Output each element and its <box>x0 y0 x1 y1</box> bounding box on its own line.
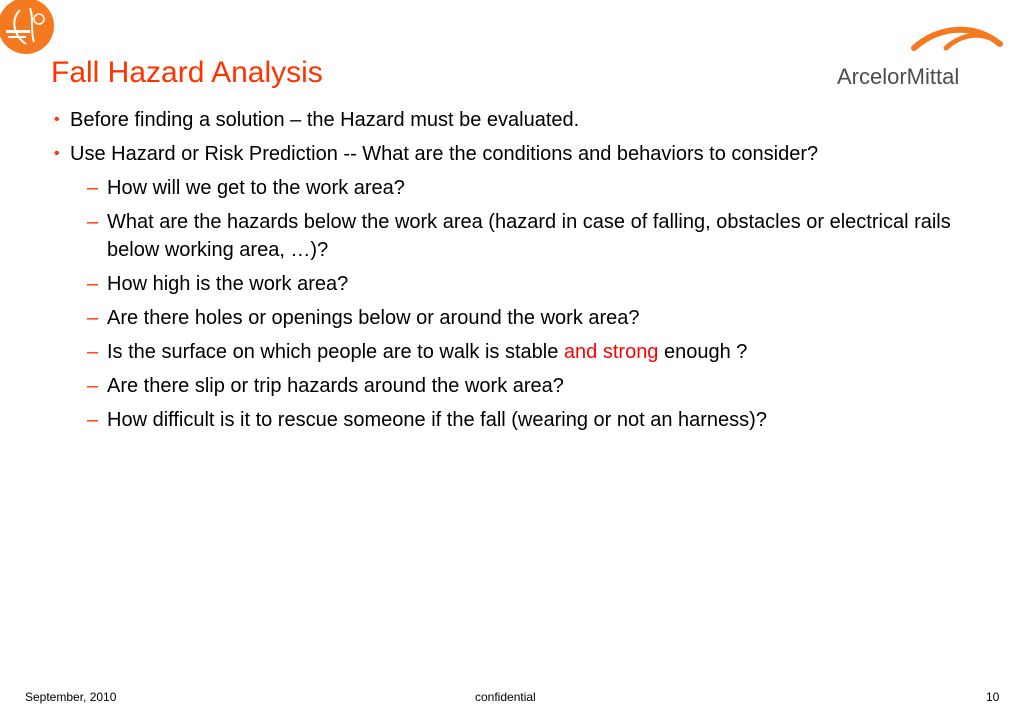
sub-bullet-text: Are there holes or openings below or around the work area? <box>107 307 640 329</box>
sub-bullet-item <box>52 174 972 202</box>
sub-bullet-marker: – <box>87 409 99 431</box>
highlighted-text: and strong <box>563 341 659 363</box>
sub-bullet-marker: – <box>87 307 99 329</box>
sub-bullet-item <box>52 208 972 264</box>
footer-classification: confidential <box>475 690 536 704</box>
page-number: 10 <box>986 690 1000 704</box>
slide-content <box>52 106 972 440</box>
bullet-text: Use Hazard or Risk Prediction -- What are the conditions and behaviors to consider? <box>70 143 819 165</box>
sub-bullet-item <box>52 270 972 298</box>
safety-logo-icon <box>0 0 56 56</box>
sub-bullet-marker: – <box>87 341 99 363</box>
footer-date: September, 2010 <box>25 690 117 704</box>
bullet-marker: • <box>54 145 60 162</box>
sub-bullet-item <box>52 406 972 434</box>
slide-title: Fall Hazard Analysis <box>51 56 323 89</box>
sub-bullet-marker: – <box>87 211 99 233</box>
sub-bullet-marker: – <box>87 375 99 397</box>
sub-bullet-marker: – <box>87 177 99 199</box>
sub-bullet-text: How high is the work area? <box>107 273 349 295</box>
sub-bullet-text-before: Is the surface on which people are to walk is stable <box>107 341 564 363</box>
sub-bullet-item <box>52 304 972 332</box>
bullet-item <box>52 140 972 168</box>
sub-bullet-item <box>52 372 972 400</box>
bullet-item <box>52 106 972 134</box>
sub-bullet-text: Are there slip or trip hazards around the work area? <box>107 375 564 397</box>
sub-bullet-text-after: enough ? <box>658 341 748 363</box>
sub-bullet-text: How difficult is it to rescue someone if the fall (wearing or not an harness)? <box>107 409 767 431</box>
brand-name: ArcelorMittal <box>837 64 960 89</box>
bullet-marker: • <box>54 111 60 128</box>
sub-bullet-marker: – <box>87 273 99 295</box>
sub-bullet-text: What are the hazards below the work area (hazard in case of falling, obstacles or electrical rails below working area, …)? <box>107 211 951 261</box>
arcelormittal-logo <box>834 18 1004 90</box>
bullet-text: Before finding a solution – the Hazard must be evaluated. <box>70 109 580 131</box>
sub-bullet-text: How will we get to the work area? <box>107 177 405 199</box>
sub-bullet-item <box>52 338 972 366</box>
